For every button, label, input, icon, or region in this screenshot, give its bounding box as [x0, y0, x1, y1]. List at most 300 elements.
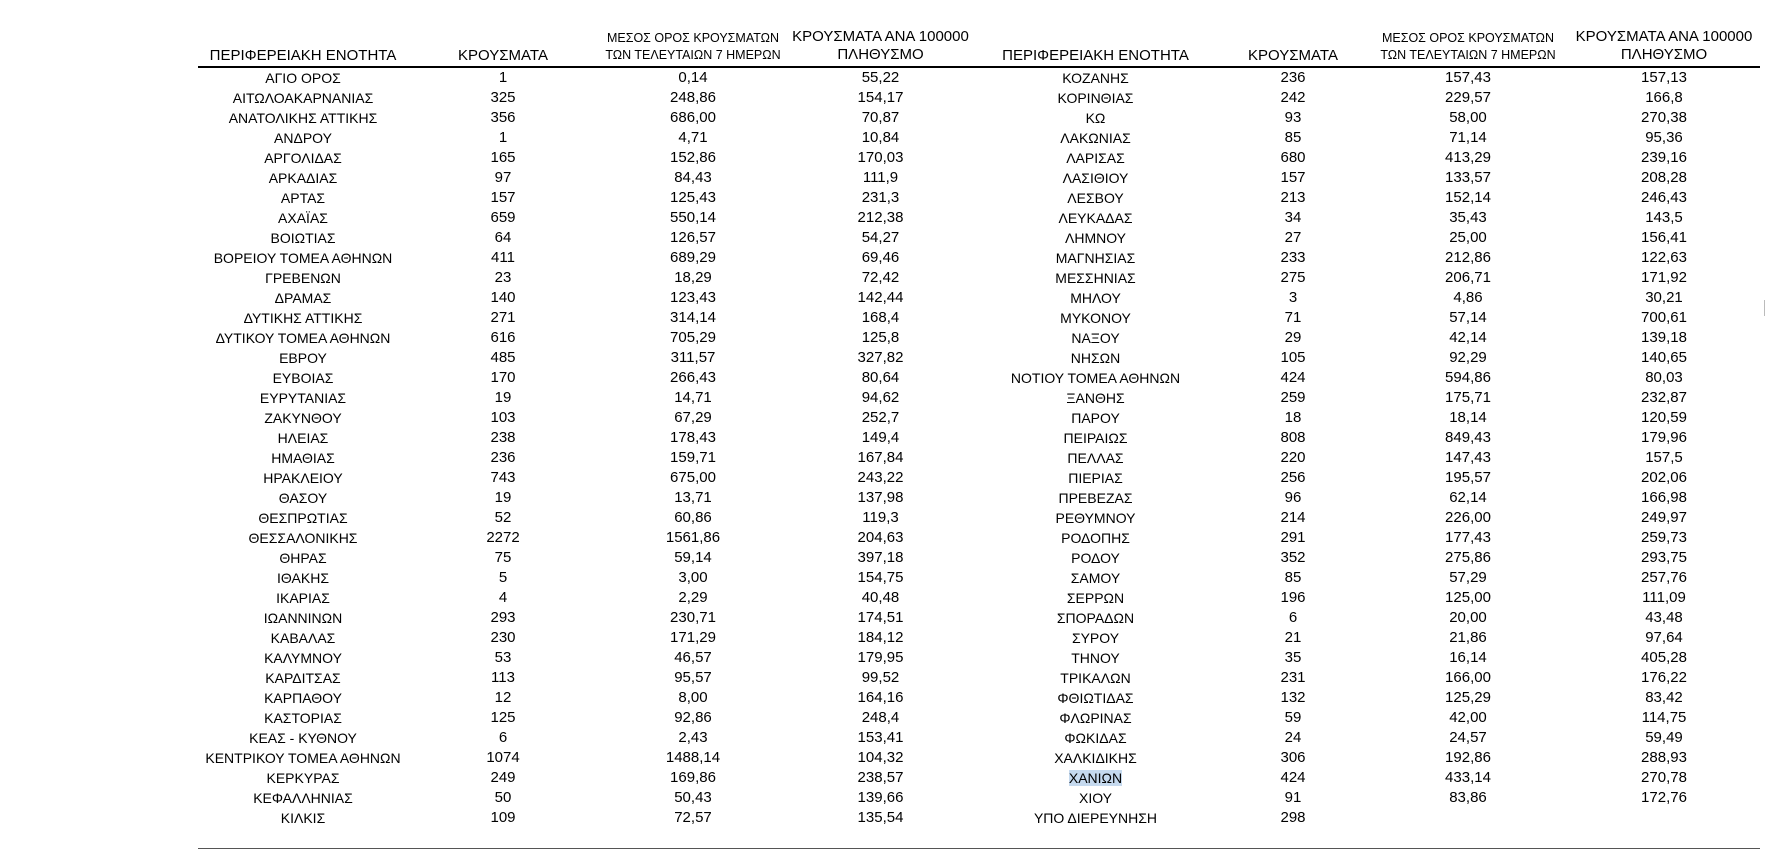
left-avg-text: 14,71 [674, 389, 712, 406]
right-per100k-text: 202,06 [1641, 469, 1687, 486]
right-region-cell [973, 528, 1218, 548]
left-per100k-cell [788, 368, 973, 388]
left-per100k-cell [788, 768, 973, 788]
left-region-text: ΖΑΚΥΝΘΟΥ [264, 410, 342, 426]
left-cases-cell [408, 328, 598, 348]
right-cases-text: 680 [1280, 149, 1306, 166]
right-cases-text: 35 [1284, 649, 1302, 666]
right-cases-text: 132 [1280, 689, 1306, 706]
table-row [198, 328, 1760, 348]
left-region-text: ΚΑΡΠΑΘΟΥ [264, 690, 342, 706]
left-avg-text: 50,43 [674, 789, 712, 806]
left-region-text: ΚΑΛΥΜΝΟΥ [264, 650, 342, 666]
right-cases-text: 236 [1280, 69, 1306, 86]
table-row [198, 628, 1760, 648]
right-cases-cell [1218, 548, 1368, 568]
right-region-text: ΡΟΔΟΠΗΣ [1061, 530, 1130, 546]
right-cases-cell [1218, 468, 1368, 488]
right-region-cell [973, 488, 1218, 508]
right-cases-cell [1218, 608, 1368, 628]
left-avg-text: 159,71 [670, 449, 716, 466]
left-per100k-text: 135,54 [857, 809, 904, 826]
left-per100k-cell [788, 348, 973, 368]
left-region-text: ΚΑΡΔΙΤΣΑΣ [265, 670, 341, 686]
left-avg-text: 1561,86 [665, 529, 721, 546]
left-per100k-cell [788, 588, 973, 608]
right-per100k-text: 122,63 [1641, 249, 1687, 266]
left-avg-cell [598, 268, 788, 288]
left-avg-cell [598, 348, 788, 368]
right-cases-text: 213 [1280, 189, 1306, 206]
left-cases-text: 23 [494, 269, 512, 286]
right-avg-cell [1368, 708, 1568, 728]
right-avg-cell [1368, 348, 1568, 368]
left-region-text: ΚΑΣΤΟΡΙΑΣ [264, 710, 342, 726]
left-cases-text: 325 [490, 89, 516, 106]
left-region-cell [198, 148, 408, 168]
left-per100k-cell [788, 548, 973, 568]
right-avg-text: 24,57 [1449, 729, 1487, 746]
left-per100k-text: 168,4 [861, 309, 900, 326]
left-per100k-text: 55,22 [861, 69, 900, 86]
left-per100k-text: 184,12 [857, 629, 904, 646]
right-region-cell [973, 688, 1218, 708]
right-cases-text: 424 [1280, 369, 1306, 386]
left-avg-cell [598, 468, 788, 488]
right-avg-text: 229,57 [1445, 89, 1491, 106]
right-cases-text: 18 [1284, 409, 1302, 426]
left-cases-text: 109 [490, 809, 516, 826]
right-region-cell [973, 648, 1218, 668]
left-region-cell [198, 688, 408, 708]
right-per100k-cell [1568, 88, 1760, 108]
bottom-rule [198, 848, 1760, 849]
left-per100k-text: 327,82 [857, 349, 904, 366]
right-region-cell [973, 808, 1218, 828]
left-cases-cell [408, 128, 598, 148]
left-per100k-text: 252,7 [861, 409, 900, 426]
left-per100k-cell [788, 568, 973, 588]
right-region-text: ΝΗΣΩΝ [1070, 350, 1121, 366]
right-region-text: ΚΩ [1085, 110, 1106, 126]
right-region-text: ΧΙΟΥ [1078, 790, 1112, 806]
left-cases-cell [408, 568, 598, 588]
left-region-cell [198, 388, 408, 408]
right-avg-text: 25,00 [1449, 229, 1487, 246]
left-per100k-text: 204,63 [857, 529, 904, 546]
left-region-text: ΗΜΑΘΙΑΣ [271, 450, 335, 466]
right-per100k-cell [1568, 788, 1760, 808]
left-cases-cell [408, 368, 598, 388]
right-cases-text: 157 [1280, 169, 1306, 186]
table-row [198, 728, 1760, 748]
table-row [198, 468, 1760, 488]
right-cases-text: 27 [1284, 229, 1302, 246]
right-avg-text: 166,00 [1445, 669, 1491, 686]
left-cases-cell [408, 348, 598, 368]
left-cases-text: 238 [490, 429, 516, 446]
left-avg-text: 126,57 [670, 229, 716, 246]
right-region-text: ΜΥΚΟΝΟΥ [1060, 310, 1131, 326]
right-avg-text: 57,14 [1449, 309, 1487, 326]
right-region-cell [973, 168, 1218, 188]
left-avg-cell [598, 67, 788, 88]
left-cases-cell [408, 468, 598, 488]
left-cases-cell [408, 808, 598, 828]
left-avg-cell [598, 608, 788, 628]
header-cases-right: ΚΡΟΥΣΜΑΤΑ [1218, 28, 1368, 67]
right-per100k-text: 239,16 [1641, 149, 1687, 166]
left-per100k-cell [788, 108, 973, 128]
left-per100k-cell [788, 788, 973, 808]
right-cases-text: 424 [1280, 769, 1306, 786]
right-per100k-text: 140,65 [1641, 349, 1687, 366]
right-avg-text: 20,00 [1449, 609, 1487, 626]
left-per100k-text: 212,38 [857, 209, 904, 226]
right-region-cell [973, 88, 1218, 108]
left-avg-text: 2,29 [678, 589, 708, 606]
right-avg-text: 594,86 [1445, 369, 1491, 386]
right-cases-cell [1218, 148, 1368, 168]
right-per100k-text: 111,09 [1642, 589, 1686, 606]
left-avg-text: 46,57 [674, 649, 712, 666]
right-cases-cell [1218, 448, 1368, 468]
right-cases-text: 352 [1280, 549, 1306, 566]
left-region-cell [198, 168, 408, 188]
right-avg-text: 57,29 [1449, 569, 1487, 586]
right-avg-cell [1368, 108, 1568, 128]
selected-text-highlight: ΧΑΝΙΩΝ [1068, 770, 1123, 786]
table-row [198, 448, 1760, 468]
left-per100k-cell [788, 228, 973, 248]
left-region-text: ΑΓΙΟ ΟΡΟΣ [265, 70, 341, 86]
left-cases-cell [408, 628, 598, 648]
right-cases-text: 34 [1284, 209, 1302, 226]
left-cases-cell [408, 67, 598, 88]
table-row [198, 348, 1760, 368]
right-per100k-text: 405,28 [1641, 649, 1687, 666]
left-region-text: ΗΛΕΙΑΣ [277, 430, 329, 446]
left-cases-text: 616 [490, 329, 516, 346]
right-per100k-cell [1568, 628, 1760, 648]
right-cases-text: 29 [1284, 329, 1302, 346]
left-per100k-text: 80,64 [861, 369, 900, 386]
left-avg-cell [598, 108, 788, 128]
right-per100k-cell [1568, 528, 1760, 548]
table-row [198, 368, 1760, 388]
table-row [198, 788, 1760, 808]
right-avg-cell [1368, 148, 1568, 168]
left-cases-text: 293 [490, 609, 516, 626]
right-avg-text: 157,43 [1445, 69, 1491, 86]
right-per100k-text: 80,03 [1645, 369, 1683, 386]
right-per100k-cell [1568, 428, 1760, 448]
right-region-text: ΜΗΛΟΥ [1070, 290, 1121, 306]
left-cases-cell [408, 648, 598, 668]
right-cases-cell [1218, 508, 1368, 528]
right-per100k-cell [1568, 388, 1760, 408]
left-region-cell [198, 488, 408, 508]
right-avg-cell [1368, 748, 1568, 768]
header-region-left: ΠΕΡΙΦΕΡΕΙΑΚΗ ΕΝΟΤΗΤΑ [198, 28, 408, 67]
left-cases-text: 743 [490, 469, 516, 486]
left-region-cell [198, 808, 408, 828]
left-cases-text: 5 [498, 569, 508, 586]
right-avg-text: 206,71 [1445, 269, 1491, 286]
right-region-text: ΠΙΕΡΙΑΣ [1068, 470, 1123, 486]
left-cases-cell [408, 228, 598, 248]
left-avg-cell [598, 728, 788, 748]
right-region-text: ΦΛΩΡΙΝΑΣ [1059, 710, 1132, 726]
left-region-cell [198, 728, 408, 748]
left-cases-cell [408, 148, 598, 168]
right-per100k-text: 232,87 [1641, 389, 1687, 406]
right-avg-cell [1368, 228, 1568, 248]
left-cases-text: 249 [490, 769, 516, 786]
right-per100k-cell [1568, 328, 1760, 348]
left-region-cell [198, 308, 408, 328]
left-cases-text: 1074 [486, 749, 520, 766]
right-avg-cell [1368, 488, 1568, 508]
right-region-cell [973, 308, 1218, 328]
left-avg-text: 266,43 [670, 369, 716, 386]
right-cases-text: 85 [1284, 569, 1302, 586]
table-row [198, 588, 1760, 608]
left-avg-text: 8,00 [678, 689, 708, 706]
right-region-text: ΞΑΝΘΗΣ [1066, 390, 1125, 406]
left-avg-cell [598, 408, 788, 428]
left-cases-text: 19 [494, 389, 512, 406]
table-row [198, 768, 1760, 788]
left-cases-text: 75 [494, 549, 512, 566]
left-cases-cell [408, 768, 598, 788]
left-region-text: ΑΡΚΑΔΙΑΣ [268, 170, 338, 186]
table-row [198, 568, 1760, 588]
left-per100k-cell [788, 148, 973, 168]
right-region-cell [973, 668, 1218, 688]
right-region-cell [973, 208, 1218, 228]
right-cases-cell [1218, 808, 1368, 828]
document-page [198, 28, 1760, 828]
left-cases-cell [408, 428, 598, 448]
left-per100k-text: 164,16 [857, 689, 904, 706]
right-per100k-cell [1568, 288, 1760, 308]
left-region-text: ΔΥΤΙΚΗΣ ΑΤΤΙΚΗΣ [243, 310, 363, 326]
right-cases-cell [1218, 368, 1368, 388]
left-region-cell [198, 788, 408, 808]
table-row [198, 288, 1760, 308]
left-avg-cell [598, 428, 788, 448]
right-per100k-cell [1568, 108, 1760, 128]
right-avg-cell [1368, 808, 1568, 828]
right-cases-cell [1218, 628, 1368, 648]
left-per100k-cell [788, 448, 973, 468]
left-per100k-text: 248,4 [861, 709, 900, 726]
left-region-text: ΙΘΑΚΗΣ [277, 570, 329, 586]
right-region-text: ΜΕΣΣΗΝΙΑΣ [1055, 270, 1136, 286]
right-per100k-text: 249,97 [1641, 509, 1687, 526]
right-avg-text: 133,57 [1445, 169, 1491, 186]
left-per100k-cell [788, 268, 973, 288]
table-row [198, 548, 1760, 568]
table-row [198, 108, 1760, 128]
right-per100k-cell [1568, 748, 1760, 768]
left-cases-cell [408, 288, 598, 308]
right-per100k-cell [1568, 668, 1760, 688]
left-region-text: ΑΝΑΤΟΛΙΚΗΣ ΑΤΤΙΚΗΣ [228, 110, 378, 126]
left-per100k-text: 70,87 [861, 109, 900, 126]
left-cases-text: 53 [494, 649, 512, 666]
left-region-cell [198, 768, 408, 788]
right-cases-cell [1218, 668, 1368, 688]
left-region-cell [198, 628, 408, 648]
right-region-text: ΦΩΚΙΔΑΣ [1064, 730, 1127, 746]
left-avg-text: 3,00 [678, 569, 708, 586]
left-per100k-cell [788, 688, 973, 708]
right-region-text: ΠΕΛΛΑΣ [1067, 450, 1124, 466]
right-cases-text: 21 [1284, 629, 1302, 646]
left-avg-cell [598, 568, 788, 588]
left-avg-cell [598, 328, 788, 348]
left-avg-text: 125,43 [670, 189, 716, 206]
right-avg-cell [1368, 648, 1568, 668]
left-region-cell [198, 328, 408, 348]
left-avg-cell [598, 528, 788, 548]
left-avg-cell [598, 668, 788, 688]
right-avg-cell [1368, 608, 1568, 628]
right-avg-cell [1368, 268, 1568, 288]
left-cases-cell [408, 208, 598, 228]
left-cases-cell [408, 268, 598, 288]
right-cases-cell [1218, 388, 1368, 408]
header-per100k-line1: ΚΡΟΥΣΜΑΤΑ ΑΝΑ 100000 [792, 28, 969, 45]
table-row [198, 508, 1760, 528]
right-cases-cell [1218, 528, 1368, 548]
left-per100k-text: 170,03 [857, 149, 904, 166]
left-region-cell [198, 108, 408, 128]
right-avg-cell [1368, 88, 1568, 108]
left-per100k-cell [788, 508, 973, 528]
right-region-text: ΛΑΡΙΣΑΣ [1066, 150, 1125, 166]
right-cases-text: 93 [1284, 109, 1302, 126]
left-cases-text: 230 [490, 629, 516, 646]
right-avg-text: 21,86 [1449, 629, 1487, 646]
right-avg-text: 71,14 [1449, 129, 1487, 146]
right-cases-cell [1218, 208, 1368, 228]
header-avg-line2: ΤΩΝ ΤΕΛΕΥΤΑΙΩΝ 7 ΗΜΕΡΩΝ [1380, 48, 1556, 62]
right-cases-cell [1218, 288, 1368, 308]
right-avg-cell [1368, 168, 1568, 188]
right-region-cell [973, 328, 1218, 348]
right-per100k-text: 270,78 [1641, 769, 1687, 786]
left-avg-cell [598, 128, 788, 148]
right-region-cell [973, 128, 1218, 148]
left-region-cell [198, 88, 408, 108]
left-avg-cell [598, 588, 788, 608]
left-avg-text: 2,43 [678, 729, 708, 746]
left-cases-text: 236 [490, 449, 516, 466]
right-per100k-cell [1568, 188, 1760, 208]
right-avg-text: 83,86 [1449, 789, 1487, 806]
right-avg-text: 212,86 [1445, 249, 1491, 266]
right-avg-text: 195,57 [1445, 469, 1491, 486]
left-avg-cell [598, 648, 788, 668]
right-cases-text: 6 [1288, 609, 1298, 626]
left-region-text: ΔΡΑΜΑΣ [274, 290, 332, 306]
right-region-text: ΡΟΔΟΥ [1071, 550, 1120, 566]
right-region-text: ΚΟΡΙΝΘΙΑΣ [1057, 90, 1134, 106]
right-region-cell [973, 268, 1218, 288]
left-per100k-text: 72,42 [861, 269, 900, 286]
right-cases-cell [1218, 248, 1368, 268]
right-cases-text: 3 [1288, 289, 1298, 306]
right-cases-text: 196 [1280, 589, 1306, 606]
right-avg-cell [1368, 67, 1568, 88]
right-per100k-text: 208,28 [1641, 169, 1687, 186]
left-avg-text: 60,86 [674, 509, 712, 526]
left-avg-cell [598, 208, 788, 228]
left-per100k-text: 111,9 [862, 169, 899, 186]
left-region-text: ΑΡΓΟΛΙΔΑΣ [264, 150, 342, 166]
left-avg-text: 123,43 [670, 289, 716, 306]
left-avg-cell [598, 488, 788, 508]
left-cases-text: 113 [491, 669, 515, 686]
left-cases-text: 19 [494, 489, 512, 506]
left-cases-cell [408, 88, 598, 108]
left-per100k-text: 104,32 [857, 749, 904, 766]
right-region-text: ΜΑΓΝΗΣΙΑΣ [1055, 250, 1136, 266]
right-region-cell [973, 248, 1218, 268]
right-region-cell [973, 568, 1218, 588]
right-per100k-cell [1568, 548, 1760, 568]
left-cases-text: 125 [490, 709, 516, 726]
left-cases-text: 356 [490, 109, 516, 126]
header-avg-line1: ΜΕΣΟΣ ΟΡΟΣ ΚΡΟΥΣΜΑΤΩΝ [1381, 31, 1555, 45]
left-cases-cell [408, 488, 598, 508]
left-avg-text: 72,57 [674, 809, 712, 826]
right-region-text: ΚΟΖΑΝΗΣ [1062, 70, 1129, 86]
right-per100k-text: 166,98 [1641, 489, 1687, 506]
left-cases-cell [408, 508, 598, 528]
header-per100k-line2: ΠΛΗΘΥΣΜΟ [1620, 46, 1708, 63]
right-avg-cell [1368, 288, 1568, 308]
right-per100k-text: 166,8 [1645, 89, 1683, 106]
table-row [198, 168, 1760, 188]
left-region-cell [198, 468, 408, 488]
left-per100k-cell [788, 468, 973, 488]
right-region-cell [973, 468, 1218, 488]
right-avg-text: 275,86 [1445, 549, 1491, 566]
right-per100k-text: 43,48 [1645, 609, 1683, 626]
left-cases-cell [408, 188, 598, 208]
left-avg-cell [598, 168, 788, 188]
left-region-text: ΓΡΕΒΕΝΩΝ [265, 270, 341, 286]
table-row [198, 248, 1760, 268]
right-region-text: ΣΠΟΡΑΔΩΝ [1056, 610, 1135, 626]
left-cases-cell [408, 748, 598, 768]
left-cases-text: 52 [494, 509, 512, 526]
right-cases-text: 220 [1280, 449, 1306, 466]
left-region-cell [198, 668, 408, 688]
right-per100k-cell [1568, 408, 1760, 428]
right-region-text: ΠΡΕΒΕΖΑΣ [1058, 490, 1133, 506]
table-body [198, 67, 1760, 828]
right-per100k-text: 246,43 [1641, 189, 1687, 206]
right-region-cell [973, 448, 1218, 468]
left-avg-text: 152,86 [670, 149, 716, 166]
right-per100k-text: 95,36 [1645, 129, 1683, 146]
right-avg-cell [1368, 628, 1568, 648]
